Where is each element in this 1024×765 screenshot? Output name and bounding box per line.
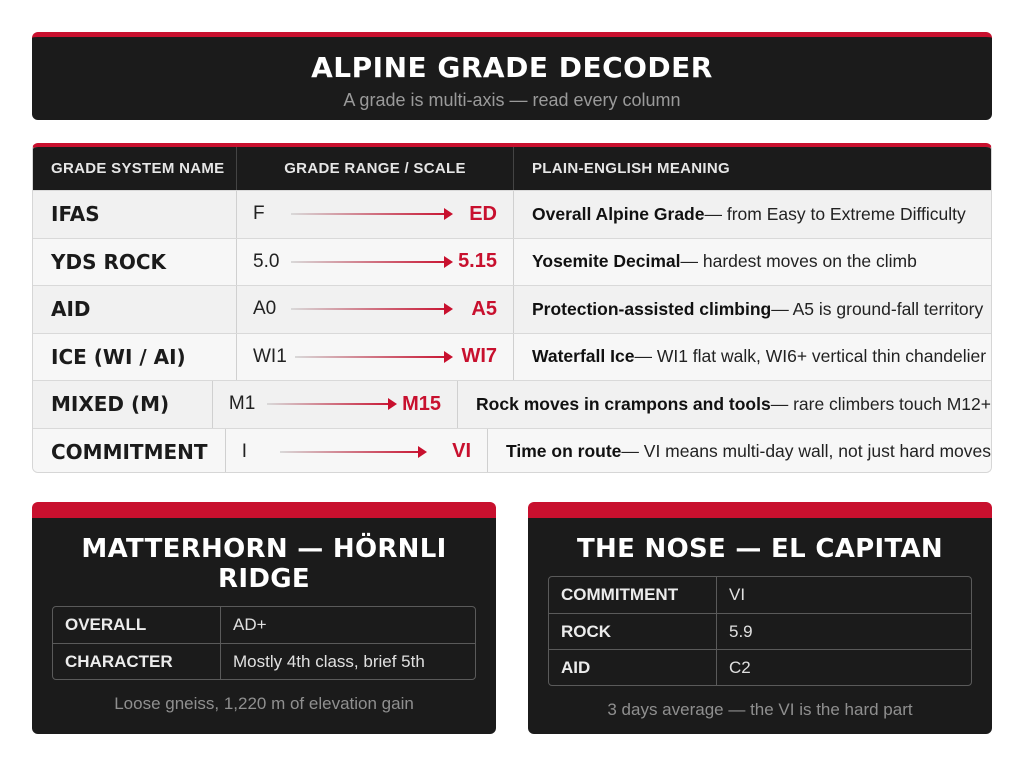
meaning-description: — A5 is ground-fall territory <box>771 298 984 319</box>
grade-range <box>237 334 514 381</box>
grade-range <box>226 429 488 474</box>
card-key: ROCK <box>549 614 717 649</box>
card-note: 3 days average — the VI is the hard part <box>607 700 913 719</box>
range-high: 5.15 <box>458 250 497 273</box>
range-low: A0 <box>253 298 277 320</box>
card-value: C2 <box>729 657 751 677</box>
card-row <box>53 607 475 643</box>
grade-system-name: COMMITMENT <box>51 439 208 464</box>
nose-card <box>528 502 992 734</box>
matterhorn-card <box>32 502 496 734</box>
grade-meaning <box>514 334 991 381</box>
meaning-term: Protection-assisted climbing <box>532 298 772 319</box>
range-high: A5 <box>471 297 497 320</box>
grade-range <box>237 286 514 333</box>
column-header-range: GRADE RANGE / SCALE <box>237 147 514 190</box>
table-row <box>33 428 991 474</box>
meaning-description: — VI means multi-day wall, not just hard moves <box>621 441 991 462</box>
table-row <box>33 380 991 428</box>
card-table <box>548 576 972 686</box>
grade-range <box>237 191 514 238</box>
range-high: VI <box>452 440 472 463</box>
page-title: ALPINE GRADE DECODER <box>311 51 713 84</box>
range-arrow-icon <box>291 261 451 263</box>
range-high: WI7 <box>461 345 497 368</box>
range-arrow-icon <box>267 403 395 405</box>
card-value: VI <box>729 585 746 604</box>
grade-meaning <box>514 286 991 333</box>
meaning-term: Waterfall Ice <box>532 346 635 367</box>
grade-table <box>32 143 992 473</box>
range-arrow-icon <box>295 356 451 358</box>
grade-meaning <box>514 191 991 238</box>
page-subtitle: A grade is multi-axis — read every column <box>343 90 681 110</box>
range-arrow-icon <box>291 213 451 215</box>
card-value: 5.9 <box>729 621 753 641</box>
meaning-term: Yosemite Decimal <box>532 251 681 272</box>
range-high: ED <box>469 202 497 225</box>
meaning-description: — rare climbers touch M12+ <box>770 393 991 414</box>
card-row <box>549 613 971 649</box>
grade-system-name: ICE (WI / AI) <box>51 344 186 369</box>
range-low: WI1 <box>253 345 287 367</box>
grade-range <box>213 381 458 428</box>
header-banner <box>32 32 992 120</box>
range-low: I <box>241 440 248 462</box>
range-arrow-icon <box>291 308 451 310</box>
range-arrow-icon <box>280 451 425 453</box>
meaning-term: Time on route <box>506 441 622 462</box>
grade-range <box>237 239 514 286</box>
card-row <box>53 643 475 679</box>
card-note: Loose gneiss, 1,220 m of elevation gain <box>114 694 414 713</box>
grade-meaning <box>514 239 991 286</box>
grade-system-name: IFAS <box>51 202 100 227</box>
meaning-description: — from Easy to Extreme Difficulty <box>704 203 966 224</box>
meaning-description: — hardest moves on the climb <box>680 251 917 272</box>
card-key: OVERALL <box>53 607 221 643</box>
card-value: AD+ <box>233 615 267 634</box>
range-high: M15 <box>402 392 442 415</box>
meaning-term: Rock moves in crampons and tools <box>476 393 771 414</box>
grade-system-name: MIXED (M) <box>51 392 170 417</box>
card-table <box>52 606 476 680</box>
range-low: 5.0 <box>253 250 280 272</box>
table-row <box>33 238 991 286</box>
column-header-meaning: PLAIN-ENGLISH MEANING <box>532 160 730 177</box>
card-row <box>549 649 971 685</box>
grade-system-name: YDS ROCK <box>51 249 167 274</box>
card-key: CHARACTER <box>53 644 221 679</box>
table-row <box>33 190 991 238</box>
grade-meaning <box>488 429 991 474</box>
column-header-system: GRADE SYSTEM NAME <box>33 147 237 190</box>
range-low: M1 <box>228 393 256 415</box>
grade-meaning <box>458 381 991 428</box>
card-value: Mostly 4th class, brief 5th <box>233 651 425 671</box>
card-key: AID <box>549 650 717 685</box>
range-low: F <box>253 203 265 225</box>
table-row <box>33 285 991 333</box>
card-title: MATTERHORN — HÖRNLI RIDGE <box>81 534 447 594</box>
meaning-term: Overall Alpine Grade <box>532 203 705 224</box>
grade-system-name: AID <box>51 297 91 322</box>
table-header <box>33 147 991 190</box>
card-row <box>549 577 971 613</box>
card-key: COMMITMENT <box>549 577 717 613</box>
meaning-description: — WI1 flat walk, WI6+ vertical thin chandelier <box>634 346 987 367</box>
card-title: THE NOSE — EL CAPITAN <box>577 534 943 564</box>
table-row <box>33 333 991 381</box>
